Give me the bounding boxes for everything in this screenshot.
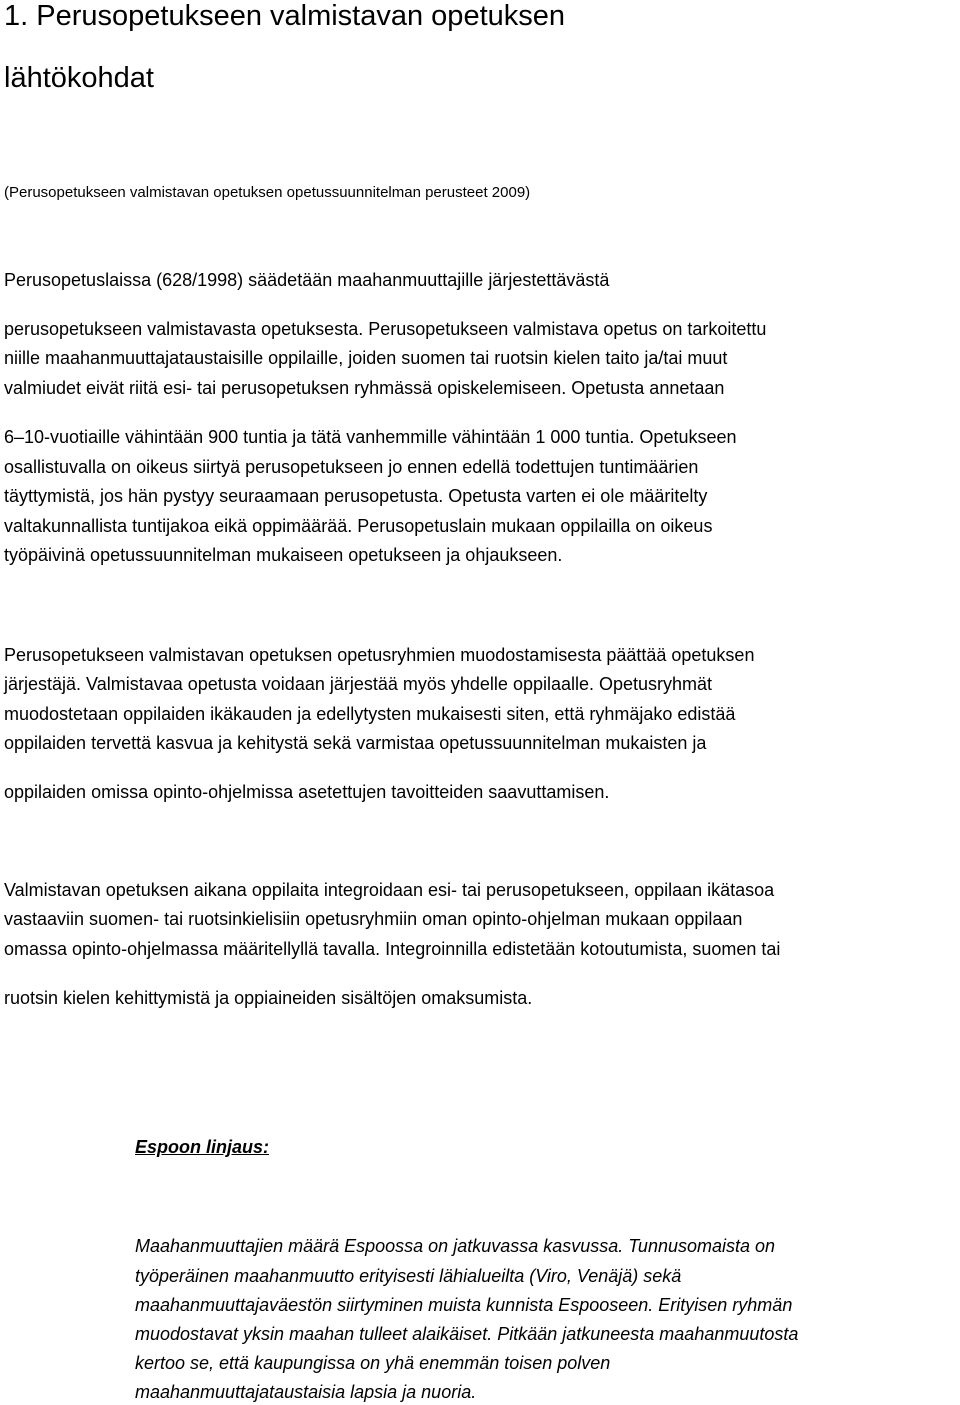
paragraph-3-line: vastaaviin suomen- tai ruotsinkielisiin opetusryhmiin oman opinto-ohjelman mukaan oppilaan xyxy=(4,909,743,929)
paragraph-1-line: perusopetukseen valmistavasta opetuksesta. Perusopetukseen valmistava opetus on tarkoitettu xyxy=(4,319,767,339)
paragraph-1-line: työpäivinä opetussuunnitelman mukaiseen opetukseen ja ohjaukseen. xyxy=(4,545,563,565)
paragraph-3-line: Valmistavan opetuksen aikana oppilaita integroidaan esi- tai perusopetukseen, oppilaan ikätasoa xyxy=(4,880,775,900)
policy-line: työperäinen maahanmuutto erityisesti lähialueilta (Viro, Venäjä) sekä xyxy=(135,1266,682,1286)
paragraph-1-line: täyttymistä, jos hän pystyy seuraamaan perusopetusta. Opetusta varten ei ole määritelty xyxy=(4,486,708,506)
paragraph-1-line: Perusopetuslaissa (628/1998) säädetään maahanmuuttajille järjestettävästä xyxy=(4,270,610,290)
paragraph-1-line: valmiudet eivät riitä esi- tai perusopetuksen ryhmässä opiskelemiseen. Opetusta annetaan xyxy=(4,378,725,398)
document-title-line-2: lähtökohdat xyxy=(4,62,154,94)
paragraph-2-line: järjestäjä. Valmistavaa opetusta voidaan järjestää myös yhdelle oppilaalle. Opetusryhmät xyxy=(4,674,713,694)
policy-heading: Espoon linjaus: xyxy=(135,1137,270,1157)
paragraph-2-line: muodostetaan oppilaiden ikäkauden ja edellytysten mukaisesti siten, että ryhmäjako edistää xyxy=(4,704,736,724)
document-subtitle: (Perusopetukseen valmistavan opetuksen opetussuunnitelman perusteet 2009) xyxy=(4,184,531,201)
policy-line: Maahanmuuttajien määrä Espoossa on jatkuvassa kasvussa. Tunnusomaista on xyxy=(135,1236,776,1256)
paragraph-1-line: 6–10-vuotiaille vähintään 900 tuntia ja tätä vanhemmille vähintään 1 000 tuntia. Opetukseen xyxy=(4,427,737,447)
policy-line: muodostavat yksin maahan tulleet alaikäiset. Pitkään jatkuneesta maahanmuutosta xyxy=(135,1324,799,1344)
paragraph-2-line: oppilaiden omissa opinto-ohjelmissa asetettujen tavoitteiden saavuttamisen. xyxy=(4,782,610,802)
policy-line: maahanmuuttajaväestön siirtyminen muista kunnista Espooseen. Erityisen ryhmän xyxy=(135,1295,793,1315)
paragraph-2-line: Perusopetukseen valmistavan opetuksen opetusryhmien muodostamisesta päättää opetuksen xyxy=(4,645,755,665)
paragraph-1-line: valtakunnallista tuntijakoa eikä oppimäärää. Perusopetuslain mukaan oppilailla on oikeus xyxy=(4,516,713,536)
paragraph-1-line: niille maahanmuuttajataustaisille oppilaille, joiden suomen tai ruotsin kielen taito ja/tai muut xyxy=(4,348,728,368)
paragraph-3-line: omassa opinto-ohjelmassa määritellyllä tavalla. Integroinnilla edistetään kotoutumista, suomen tai xyxy=(4,939,781,959)
document-title-line-1: 1. Perusopetukseen valmistavan opetuksen xyxy=(4,0,566,32)
paragraph-2-line: oppilaiden tervettä kasvua ja kehitystä sekä varmistaa opetussuunnitelman mukaisten ja xyxy=(4,733,707,753)
paragraph-1-line: osallistuvalla on oikeus siirtyä perusopetukseen jo ennen edellä todettujen tuntimäärien xyxy=(4,457,699,477)
paragraph-3-line: ruotsin kielen kehittymistä ja oppiaineiden sisältöjen omaksumista. xyxy=(4,988,533,1008)
policy-line: kertoo se, että kaupungissa on yhä enemmän toisen polven xyxy=(135,1353,611,1373)
policy-line: maahanmuuttajataustaisia lapsia ja nuoria. xyxy=(135,1382,477,1402)
